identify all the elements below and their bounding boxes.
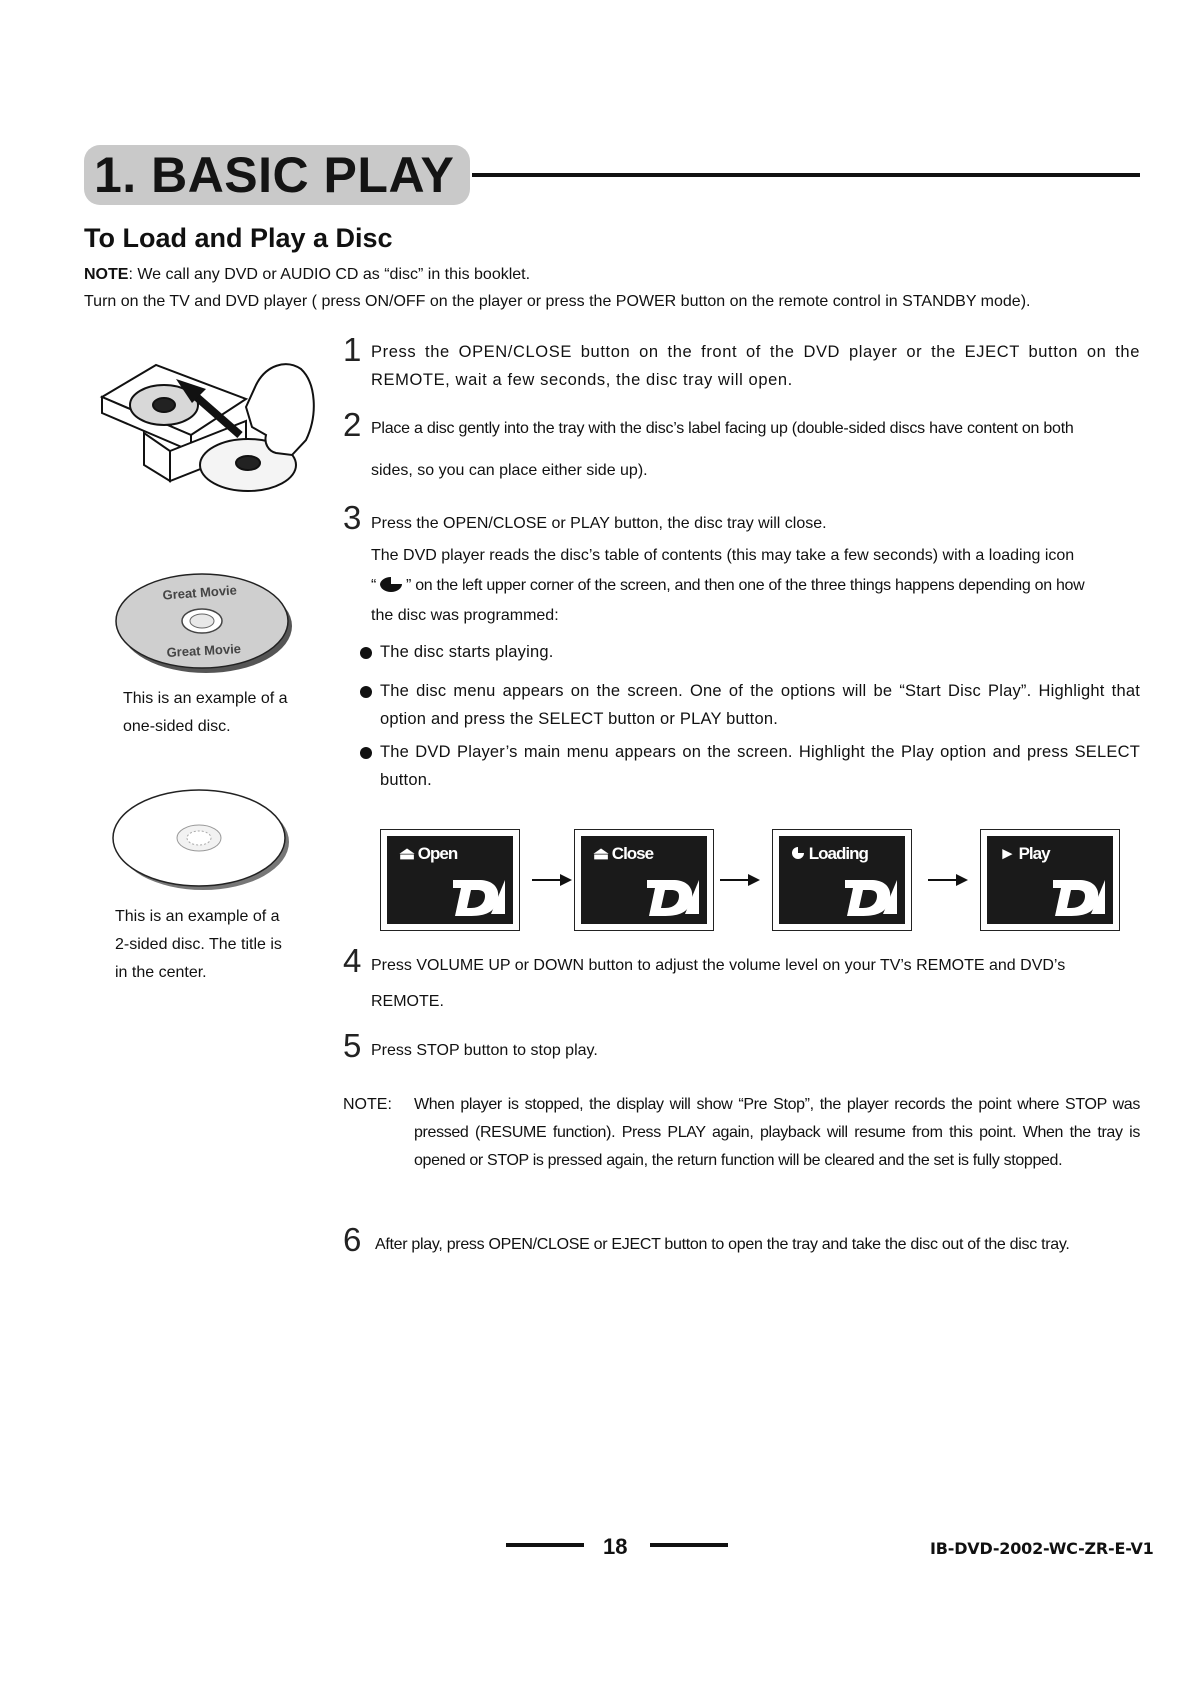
step-2-number: 2	[343, 406, 362, 443]
step-3-detail-line-3: the disc was programmed:	[371, 607, 559, 624]
step-3-detail-line-2-text: ” on the left upper corner of the screen, and then one of the three things happens depending on how	[406, 577, 1085, 594]
step-3-detail-line-1: The DVD player reads the disc’s table of contents (this may take a few seconds) with a loading icon	[371, 547, 1075, 564]
loading-icon	[376, 575, 406, 593]
one-sided-caption-line-2: one-sided disc.	[123, 718, 231, 735]
step-6-text: After play, press OPEN/CLOSE or EJECT button to open the tray and take the disc out of the disc tray.	[375, 1236, 1070, 1253]
dvd-logo-icon	[1051, 874, 1107, 920]
one-sided-disc-illustration	[112, 567, 294, 677]
disc-label-top: Great Movie	[162, 582, 238, 603]
arrow-head	[748, 874, 760, 886]
screen-close	[574, 829, 714, 931]
bullet-2-text: The disc menu appears on the screen. One of the options will be “Start Disc Play”. Highlight that option and press the SELECT button or PLAY button.	[380, 682, 1140, 728]
screen-close-label: ⏏ Close	[593, 844, 654, 863]
disc-tray-illustration	[96, 355, 322, 495]
footer-rule-left	[506, 1543, 584, 1547]
bullet-dot	[360, 747, 372, 759]
step-2-text-line-2: sides, so you can place either side up).	[371, 462, 648, 479]
note-text: : We call any DVD or AUDIO CD as “disc” in this booklet.	[128, 266, 531, 283]
two-sided-caption-line-1: This is an example of a	[115, 908, 280, 925]
bullet-dot	[360, 686, 372, 698]
loading-icon	[791, 846, 805, 860]
section-title: 1. BASIC PLAY	[94, 147, 455, 203]
play-icon: ►	[999, 844, 1015, 863]
intro-turn-on: Turn on the TV and DVD player ( press ON/OFF on the player or press the POWER button on the remote control in STANDBY mode).	[84, 293, 1031, 310]
disc-label-bottom: Great Movie	[166, 641, 242, 660]
two-sided-caption-line-3: in the center.	[115, 964, 207, 981]
quote-open: “	[371, 577, 377, 594]
screen-play	[980, 829, 1120, 931]
arrow-head	[560, 874, 572, 886]
page-number: 18	[603, 1534, 628, 1559]
arrow	[928, 879, 958, 881]
arrow	[720, 879, 750, 881]
step-1-text: Press the OPEN/CLOSE button on the front of the DVD player or the EJECT button on the REMOTE, wait a few seconds, the disc tray will open.	[371, 343, 1140, 389]
screen-play-label: ► Play	[999, 844, 1050, 863]
two-sided-disc-illustration	[108, 784, 292, 896]
bullet-3-text: The DVD Player’s main menu appears on the screen. Highlight the Play option and press SELECT button.	[380, 743, 1140, 789]
arrow-head	[956, 874, 968, 886]
bullet-dot	[360, 647, 372, 659]
two-sided-caption-line-2: 2-sided disc. The title is	[115, 936, 282, 953]
screen-loading-label: Loading	[791, 844, 868, 864]
note-label: NOTE	[84, 266, 129, 283]
step-4-number: 4	[343, 942, 362, 979]
step-5-number: 5	[343, 1027, 362, 1064]
screen-open	[380, 829, 520, 931]
arrow	[532, 879, 562, 881]
stop-note-label: NOTE:	[343, 1096, 392, 1113]
intro-note	[84, 265, 530, 285]
document-code: IB-DVD-2002-WC-ZR-E-V1	[930, 1539, 1154, 1558]
stop-note-text: When player is stopped, the display will show “Pre Stop”, the player records the point where STOP was pressed (RESUME function). Press PLAY again, playback will resume from this point. When the tray is opened or STOP is pressed again, the return function will be cleared and the set is fully stopped.	[414, 1096, 1140, 1169]
section-title-rule	[472, 173, 1140, 177]
step-6-number: 6	[343, 1221, 362, 1258]
step-3-text: Press the OPEN/CLOSE or PLAY button, the disc tray will close.	[371, 515, 827, 532]
step-3-number: 3	[343, 499, 362, 536]
step-1-number: 1	[343, 331, 362, 368]
footer-rule-right	[650, 1543, 728, 1547]
step-5-text: Press STOP button to stop play.	[371, 1042, 598, 1059]
dvd-logo-icon	[451, 874, 507, 920]
bullet-1-text: The disc starts playing.	[380, 643, 554, 661]
subheading: To Load and Play a Disc	[84, 223, 393, 253]
eject-icon: ⏏	[399, 844, 415, 863]
one-sided-caption-line-1: This is an example of a	[123, 690, 288, 707]
dvd-logo-icon	[843, 874, 899, 920]
step-2-text-line-1: Place a disc gently into the tray with the disc’s label facing up (double-sided discs have content on both	[371, 420, 1074, 437]
screen-open-label: ⏏ Open	[399, 844, 458, 863]
step-4-text-line-1: Press VOLUME UP or DOWN button to adjust the volume level on your TV’s REMOTE and DVD’s	[371, 957, 1066, 974]
screen-loading	[772, 829, 912, 931]
eject-icon: ⏏	[593, 844, 609, 863]
step-4-text-line-2: REMOTE.	[371, 993, 444, 1010]
step-3-detail-line-2	[371, 572, 1084, 600]
dvd-logo-icon	[645, 874, 701, 920]
